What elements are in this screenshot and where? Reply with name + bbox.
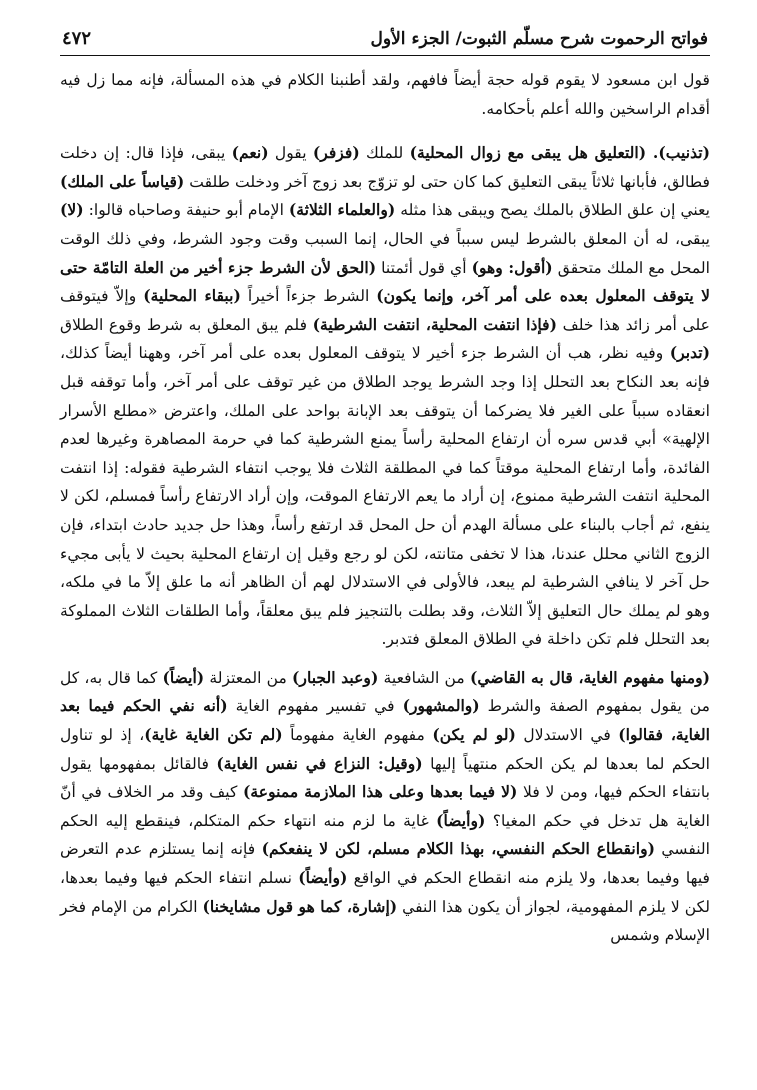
sharh-text: الكرام من الإمام فخر الإسلام وشمس (60, 897, 710, 945)
sharh-text: للملك (359, 144, 410, 163)
bold-matn-text: (نعم) (231, 143, 269, 163)
sharh-text: غاية ما لزم منه انتهاء حكم المتكلم، فينقطع إليه الحكم النفسي (60, 811, 711, 859)
sharh-text: الإمام أبو حنيفة وصاحباه قالوا: (83, 201, 289, 220)
sharh-text: كيف وقد مر الخلاف في أنّ الغاية هل تدخل في حكم المغيا؟ (60, 783, 711, 830)
sharh-text: أي قول أئمتنا (376, 258, 472, 277)
document-page (60, 28, 710, 960)
bold-matn-text: (ببقاء المحلية) (143, 286, 241, 306)
header-rule (60, 55, 710, 56)
sharh-text: يقول (268, 144, 313, 163)
page-header (60, 28, 710, 55)
sharh-text: في الاستدلال (515, 726, 619, 745)
bold-matn-text: (لم تكن الغاية غاية) (144, 725, 283, 745)
page-number: ٤٧٢ (62, 28, 92, 49)
sharh-text: وفيه نظر، هب أن الشرط جزء أخير لا يتوقف المعلول بعده على أمر آخر، وههنا أيضاً كذلك، فإنه بعد النكاح بعد التحلل إذا وجد الشرط يوجد الطلاق من غير توقف على أمر آخر، وأما توقفه قبل انعقاده سبباً على الغير فلا يضركما أن يتوقف بعد الإبانة بواحد على الملك، واعترض «مطلع الأسرار الإلهية» أبي قدس سره أن ارتفاع المحلية رأساً يمنع الشرطية كما في حرمة المصاهرة وغيرها لعدم الفائدة، وأما ارتفاع المحلية موقتاً كما في المطلقة الثلاث فلا يوجب انتفاء الشرطية فقوله: إذا انتفت المحلية انتفت الشرطية ممنوع، إن أراد ما يعم الارتفاع الموقت، وإن أراد الارتفاع رأساً فمسلم، لكن لا ينفع، ثم أجاب بالبناء على مسألة الهدم أن حل المحل قد ارتفع رأساً، وهذا حل جديد حادث ابتداء، فإن الزوج الثاني محلل عندنا، هذا لا تخفى متانته، لكن لو رجع وقيل إن ارتفاع المحلية بحيث لا يأبى مجيء حل آخر لا ينافي الشرطية لم يبعد، فالأولى في الاستدلال لهم أن الظاهر أنه ما علق إلاّ ما في ملكه، وهو لم يملك حال التعليق إلاّ الثلاث، وقد بطلت بالتنجيز فلم يبق معلقاً، وأما الطلقات الثلاث المملوكة بعد التحلل فلم تكن داخلة في الطلاق المعلق فتدبر. (60, 344, 710, 649)
sharh-text: يبقى، له أن المعلق بالشرط ليس سبباً في الحال، إنما السبب وقت وجود الشرط، وفي ذلك الوقت المحل مع الملك متحقق (60, 229, 710, 277)
sharh-text: فإنه إنما يستلزم عدم التعرض فيها وفيما بعدها، ولا يلزم منه انقطاع الحكم في الواقع (60, 840, 710, 888)
bold-matn-text: (التعليق هل يبقى مع زوال المحلية) (409, 143, 647, 163)
paragraph-tadhnib (60, 139, 710, 654)
sharh-text: نسلم انتفاء الحكم فيها وفيما بعدها، لكن لا يلزم المفهومية، لجواز أن يكون هذا النفي (60, 869, 710, 916)
bold-matn-text: (وأيضاً) (298, 868, 348, 888)
sharh-text: وإلاّ فيتوقف على أمر زائد هذا خلف (60, 287, 710, 334)
bold-matn-text: (وأيضاً) (436, 810, 486, 830)
paragraph-intro (60, 66, 710, 123)
sharh-text: من الشافعية (378, 668, 470, 687)
bold-matn-text: (والمشهور) (402, 696, 480, 716)
sharh-text: من المعتزلة (204, 668, 293, 687)
sharh-text: في تفسير مفهوم الغاية (227, 697, 403, 716)
bold-matn-text: (ومنها مفهوم الغاية، قال به القاضي) (469, 667, 710, 687)
bold-matn-text: (أقول: وهو) (471, 257, 553, 277)
bold-matn-text: (تذنيب). (646, 143, 710, 163)
sharh-text: الشرط جزءاً أخيراً (240, 287, 377, 306)
sharh-text: ، إذ لو تناول الحكم لما بعدها لم يكن الحكم منتهياً إليها (60, 726, 710, 773)
bold-matn-text: (أيضاً) (162, 667, 205, 687)
bold-matn-text: (وانقطاع الحكم النفسي، بهذا الكلام مسلم، لكن لا ينفعكم) (261, 839, 656, 859)
sharh-text: فالقائل بمفهومها يقول بانتفاء الحكم فيها، ومن لا فلا (60, 754, 710, 802)
sharh-text: فلم يبق المعلق به شرط وقوع الطلاق (60, 315, 313, 334)
bold-matn-text: (أنه نفي الحكم فيما بعد الغاية، فقالوا) (60, 696, 710, 745)
bold-matn-text: (لا) (60, 200, 84, 220)
bold-matn-text: (فزفر) (312, 143, 360, 163)
sharh-text: يبقى، فإذا قال: إن دخلت فطالق، فأبانها ثلاثاً يبقى التعليق كما كان حتى لو تزوّج بعد زوج آخر ودخلت طلقت (60, 144, 710, 191)
sharh-text: كما قال به، كل من يقول بمفهوم الصفة والشرط (60, 668, 710, 716)
bold-matn-text: (لو لم يكن) (432, 725, 516, 745)
paragraph-ghaya (60, 664, 710, 950)
sharh-text: مفهوم الغاية مفهوماً (282, 726, 433, 745)
book-title: فواتح الرحموت شرح مسلّم الثبوت/ الجزء الأول (370, 29, 708, 49)
bold-matn-text: (الحق لأن الشرط جزء أخير من العلة التامّة حتى لا يتوقف المعلول بعده على أمر آخر، وإنما يكون) (60, 257, 711, 306)
bold-matn-text: (والعلماء الثلاثة) (288, 200, 396, 220)
bold-matn-text: (وقيل: النزاع في نفس الغاية) (216, 753, 423, 773)
bold-matn-text: (وعبد الجبار) (292, 667, 379, 687)
bold-matn-text: (لا فيما بعدها وعلى هذا الملازمة ممنوعة) (243, 782, 518, 802)
bold-matn-text: (فإذا انتفت المحلية، انتفت الشرطية) (312, 314, 557, 334)
bold-matn-text: (إشارة، كما هو قول مشايخنا) (202, 896, 398, 916)
sharh-text: قول ابن مسعود لا يقوم قوله حجة أيضاً فافهم، ولقد أطنبنا الكلام في هذه المسألة، فإنه مما زل فيه أقدام الراسخين والله أعلم بأحكامه. (60, 71, 710, 118)
bold-matn-text: (تدبر) (669, 343, 710, 363)
sharh-text: يعني إن علق الطلاق بالملك يصح ويبقى هذا مثله (395, 201, 711, 220)
bold-matn-text: (قياساً على الملك) (60, 171, 185, 191)
